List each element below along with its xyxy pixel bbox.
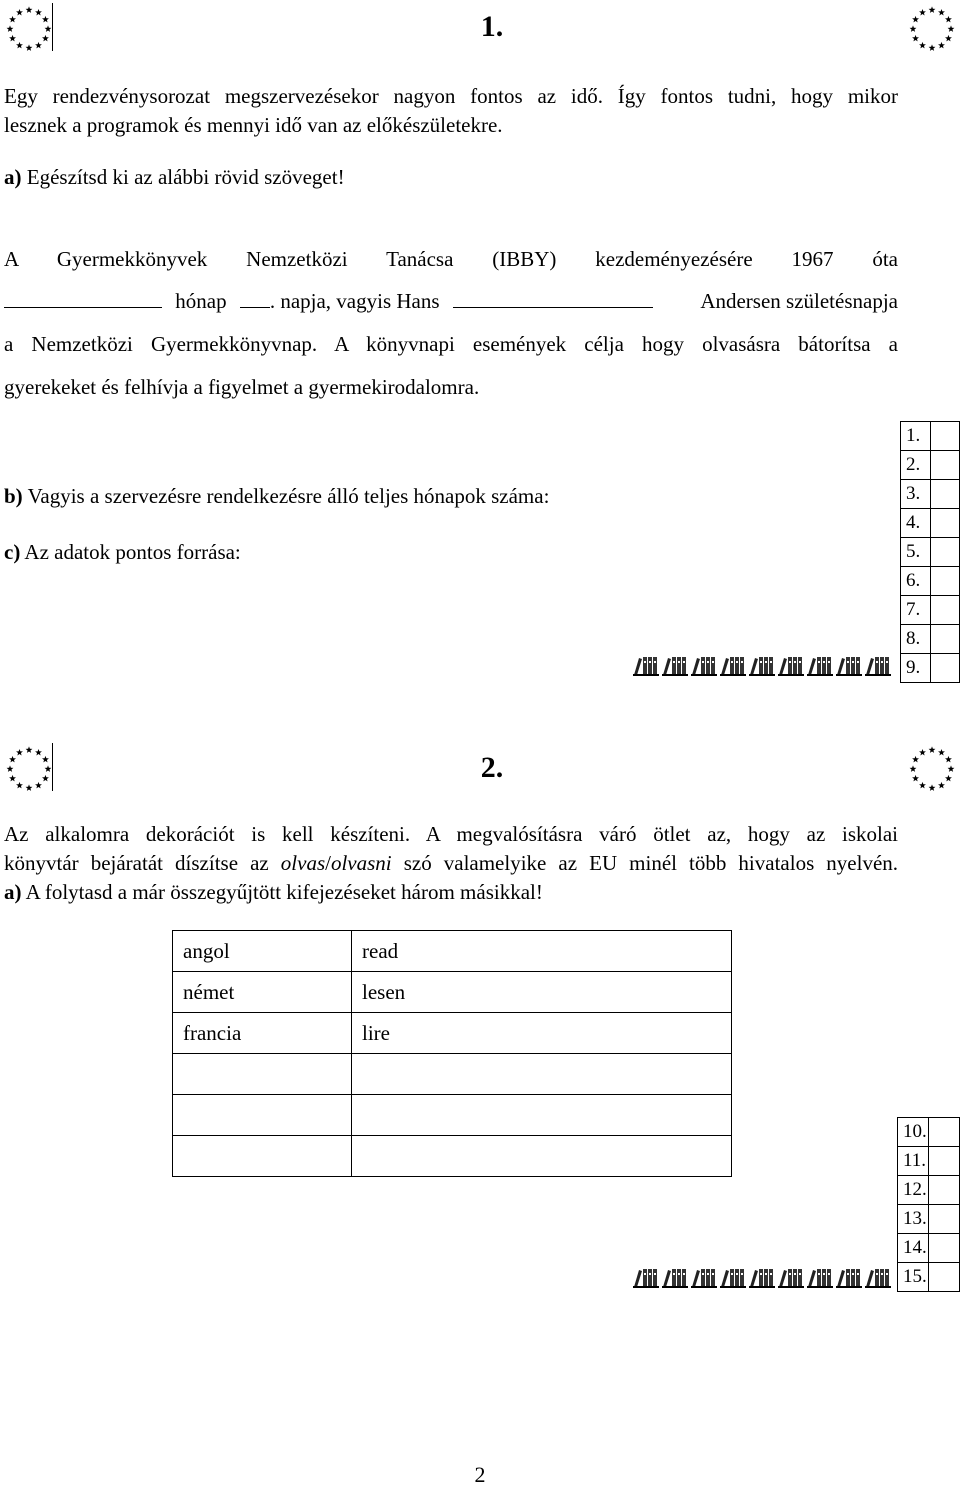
task-2a bbox=[4, 878, 898, 907]
cloze-word-honap: hónap bbox=[175, 289, 227, 313]
score-box[interactable] bbox=[930, 567, 959, 596]
word-cell[interactable] bbox=[352, 1054, 732, 1095]
score-row bbox=[898, 1234, 960, 1263]
score-box[interactable] bbox=[928, 1118, 959, 1147]
section-1-number: 1. bbox=[480, 10, 504, 43]
book-icon bbox=[778, 1269, 804, 1288]
table-row bbox=[173, 1054, 732, 1095]
score-row bbox=[901, 596, 960, 625]
language-cell: angol bbox=[173, 931, 352, 972]
word-olvas: olvas bbox=[280, 851, 326, 875]
books-icon bbox=[633, 654, 895, 676]
score-row bbox=[901, 538, 960, 567]
score-row bbox=[898, 1176, 960, 1205]
score-box[interactable] bbox=[930, 538, 959, 567]
cloze-line-2 bbox=[4, 287, 898, 316]
score-item-number: 13. bbox=[898, 1205, 929, 1234]
score-box[interactable] bbox=[928, 1205, 959, 1234]
score-box[interactable] bbox=[928, 1263, 959, 1292]
score-row bbox=[901, 654, 960, 683]
book-icon bbox=[778, 657, 804, 676]
book-icon bbox=[749, 1269, 775, 1288]
score-item-number: 15. bbox=[898, 1263, 929, 1292]
score-box[interactable] bbox=[930, 654, 959, 683]
score-item-number: 14. bbox=[898, 1234, 929, 1263]
language-word-table bbox=[172, 930, 732, 1177]
task-label: a) bbox=[4, 165, 22, 189]
table-row bbox=[173, 1136, 732, 1177]
table-row bbox=[173, 972, 732, 1013]
score-row bbox=[901, 422, 960, 451]
text-segment: szó valamelyike az EU minél több hivatalos nyelvén. bbox=[403, 851, 899, 875]
score-row bbox=[901, 509, 960, 538]
book-icon bbox=[633, 657, 659, 676]
book-icon bbox=[865, 657, 891, 676]
score-item-number: 11. bbox=[898, 1147, 929, 1176]
score-item-number: 7. bbox=[901, 596, 931, 625]
score-box[interactable] bbox=[930, 509, 959, 538]
score-row bbox=[901, 567, 960, 596]
intro-line-2: lesznek a programok és mennyi idő van az előkészületekre. bbox=[4, 113, 503, 137]
score-item-number: 4. bbox=[901, 509, 931, 538]
task-1c bbox=[4, 538, 241, 567]
language-cell[interactable] bbox=[173, 1054, 352, 1095]
task-label: a) bbox=[4, 880, 22, 904]
score-row bbox=[898, 1205, 960, 1234]
score-row bbox=[901, 451, 960, 480]
score-item-number: 6. bbox=[901, 567, 931, 596]
score-item-number: 5. bbox=[901, 538, 931, 567]
word-cell[interactable] bbox=[352, 1095, 732, 1136]
books-icon bbox=[633, 1266, 895, 1288]
score-row bbox=[898, 1263, 960, 1292]
cloze-word-andersen: Andersen születésnapja bbox=[700, 289, 898, 313]
cloze-word-napja: . napja, vagyis Hans bbox=[269, 289, 440, 313]
score-item-number: 2. bbox=[901, 451, 931, 480]
answer-blank-1[interactable] bbox=[4, 291, 162, 308]
book-icon bbox=[836, 657, 862, 676]
task-text: Az adatok pontos forrása: bbox=[24, 540, 241, 564]
eu-stars-icon bbox=[906, 743, 958, 795]
word-cell: lire bbox=[352, 1013, 732, 1054]
word-cell: read bbox=[352, 931, 732, 972]
score-row bbox=[901, 625, 960, 654]
score-item-number: 9. bbox=[901, 654, 931, 683]
book-icon bbox=[749, 657, 775, 676]
section-2-number: 2. bbox=[480, 751, 504, 784]
task-text: Vagyis a szervezésre rendelkezésre álló teljes hónapok száma: bbox=[27, 484, 550, 508]
section-1-intro bbox=[4, 82, 898, 140]
word-cell[interactable] bbox=[352, 1136, 732, 1177]
word-cell: lesen bbox=[352, 972, 732, 1013]
score-item-number: 1. bbox=[901, 422, 931, 451]
score-item-number: 3. bbox=[901, 480, 931, 509]
language-cell: francia bbox=[173, 1013, 352, 1054]
section-2-intro bbox=[4, 820, 898, 907]
score-box[interactable] bbox=[928, 1234, 959, 1263]
score-row bbox=[901, 480, 960, 509]
language-cell: német bbox=[173, 972, 352, 1013]
score-item-number: 10. bbox=[898, 1118, 929, 1147]
task-text: Egészítsd ki az alábbi rövid szöveget! bbox=[26, 165, 345, 189]
book-icon bbox=[720, 657, 746, 676]
score-row bbox=[898, 1118, 960, 1147]
word-olvasni: olvasni bbox=[330, 851, 392, 875]
slash: / bbox=[325, 851, 331, 875]
score-item-number: 12. bbox=[898, 1176, 929, 1205]
book-icon bbox=[633, 1269, 659, 1288]
page-number: 2 bbox=[474, 1462, 486, 1487]
cloze-line-1: A Gyermekkönyvek Nemzetközi Tanácsa (IBBY) kezdeményezésére 1967 óta bbox=[4, 247, 898, 271]
eu-stars-icon bbox=[3, 3, 55, 55]
score-box[interactable] bbox=[930, 480, 959, 509]
task-label: c) bbox=[4, 540, 21, 564]
eu-stars-icon bbox=[906, 3, 958, 55]
header-divider bbox=[52, 3, 53, 51]
intro-line-2 bbox=[4, 849, 898, 878]
score-box[interactable] bbox=[930, 451, 959, 480]
text-segment: könyvtár bejáratát díszítse az bbox=[4, 851, 269, 875]
task-label: b) bbox=[4, 484, 23, 508]
table-row bbox=[173, 1013, 732, 1054]
book-icon bbox=[720, 1269, 746, 1288]
score-table-1 bbox=[900, 421, 960, 683]
answer-blank-3[interactable] bbox=[453, 291, 653, 308]
score-item-number: 8. bbox=[901, 625, 931, 654]
score-box[interactable] bbox=[930, 596, 959, 625]
task-1b bbox=[4, 482, 549, 511]
task-text: A folytasd a már összegyűjtött kifejezéseket három másikkal! bbox=[25, 880, 543, 904]
score-row bbox=[898, 1147, 960, 1176]
book-icon bbox=[807, 657, 833, 676]
table-row bbox=[173, 1095, 732, 1136]
book-icon bbox=[836, 1269, 862, 1288]
task-1a bbox=[4, 163, 345, 192]
score-box[interactable] bbox=[928, 1147, 959, 1176]
intro-line-1: Egy rendezvénysorozat megszervezésekor nagyon fontos az idő. Így fontos tudni, hogy mikor bbox=[4, 84, 898, 108]
book-icon bbox=[662, 1269, 688, 1288]
book-icon bbox=[691, 657, 717, 676]
score-box[interactable] bbox=[928, 1176, 959, 1205]
language-cell[interactable] bbox=[173, 1136, 352, 1177]
answer-blank-2[interactable] bbox=[240, 291, 270, 308]
header-divider bbox=[52, 743, 53, 791]
book-icon bbox=[662, 657, 688, 676]
score-table-2 bbox=[897, 1117, 960, 1292]
table-row bbox=[173, 931, 732, 972]
intro-line-1: Az alkalomra dekorációt is kell készíteni. A megvalósításra váró ötlet az, hogy az iskolai bbox=[4, 822, 898, 846]
book-icon bbox=[807, 1269, 833, 1288]
language-cell[interactable] bbox=[173, 1095, 352, 1136]
score-box[interactable] bbox=[930, 422, 959, 451]
book-icon bbox=[865, 1269, 891, 1288]
score-box[interactable] bbox=[930, 625, 959, 654]
cloze-line-4: gyerekeket és felhívja a figyelmet a gyermekirodalomra. bbox=[4, 375, 480, 399]
eu-stars-icon bbox=[3, 743, 55, 795]
book-icon bbox=[691, 1269, 717, 1288]
cloze-line-3: a Nemzetközi Gyermekkönyvnap. A könyvnapi események célja hogy olvasásra bátorítsa a bbox=[4, 332, 898, 356]
